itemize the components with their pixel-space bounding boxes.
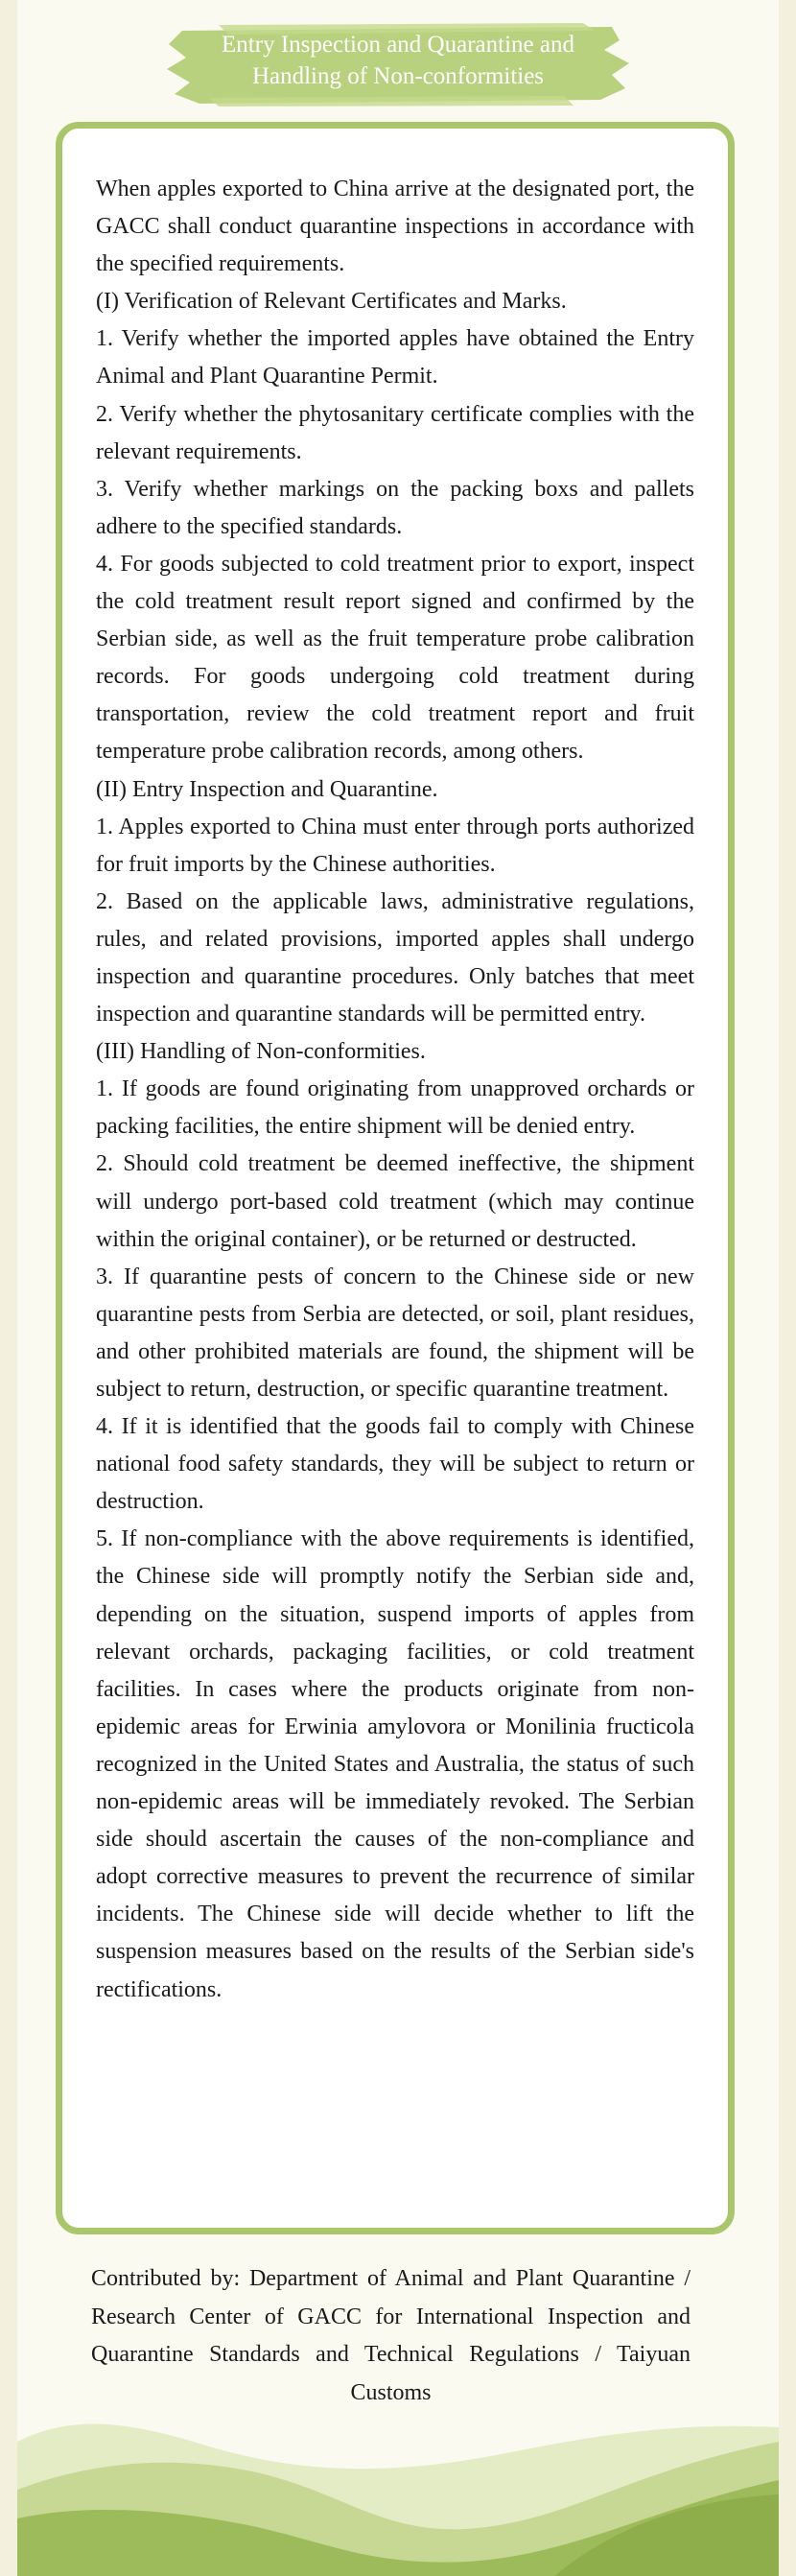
paragraph-intro: When apples exported to China arrive at the designated port, the GACC shall conduct quarantine inspections in accordance with the specified requirements. (96, 177, 694, 277)
paragraph-suspension-measures: 5. If non-compliance with the above requirements is identified, the Chinese side will promptly notify the Serbian side and, depending on the situation, suspend imports of apples from relevant orchards, packaging facilities, or cold treatment facilities. In cases where the products originate from non-epidemic areas for Erwinia amylovora or Monilinia fructicola recognized in the United States and Australia, the status of such non-epidemic areas will be immediately revoked. The Serbian side should ascertain the causes of the non-compliance and adopt corrective measures to prevent the recurrence of similar incidents. The Chinese side will decide whether to lift the suspension measures based on the results of the Serbian side's rectifications. (96, 1526, 694, 2002)
paragraph-food-safety: 4. If it is identified that the goods fail to comply with Chinese national food safety standards, they will be subject to return or destruction. (96, 1414, 694, 1515)
page-title (161, 29, 635, 92)
title-banner (161, 21, 635, 107)
heading-entry-inspection: (II) Entry Inspection and Quarantine. (96, 776, 438, 802)
right-margin-strip (779, 0, 796, 2576)
heading-certificates-marks: (I) Verification of Relevant Certificates and Marks. (96, 289, 567, 315)
left-margin-strip (0, 0, 17, 2576)
decorative-hills (17, 2403, 779, 2576)
paragraph-authorized-ports: 1. Apples exported to China must enter through ports authorized for fruit imports by the Chinese authorities. (96, 814, 694, 877)
paragraph-unapproved-orchards: 1. If goods are found originating from unapproved orchards or packing facilities, the entire shipment will be denied entry. (96, 1076, 694, 1140)
heading-non-conformities: (III) Handling of Non-conformities. (96, 1039, 426, 1065)
paragraph-ineffective-cold-treatment: 2. Should cold treatment be deemed ineffective, the shipment will undergo port-based cold treatment (which may continue within the original container), or be returned or destructed. (96, 1151, 694, 1252)
paragraph-phytosanitary-check: 2. Verify whether the phytosanitary certificate complies with the relevant requirements. (96, 401, 694, 464)
page-title-line-1: Entry Inspection and Quarantine and (222, 32, 574, 58)
paragraph-inspection-procedures: 2. Based on the applicable laws, administrative regulations, rules, and related provisions, imported apples shall undergo inspection and quarantine procedures. Only batches that meet inspection and quarantine standards will be permitted entry. (96, 888, 694, 1028)
paragraph-markings-check: 3. Verify whether markings on the packing boxs and pallets adhere to the specified standards. (96, 476, 694, 539)
page-title-line-2: Handling of Non-conformities (251, 63, 545, 89)
paragraph-quarantine-pests: 3. If quarantine pests of concern to the Chinese side or new quarantine pests from Serbia are detected, or soil, plant residues, and other prohibited materials are found, the shipment will be subject to return, destruction, or specific quarantine treatment. (96, 1264, 694, 1402)
paragraph-permit-check: 1. Verify whether the imported apples have obtained the Entry Animal and Plant Quarantine Permit. (96, 326, 694, 390)
contributor-credit: Contributed by: Department of Animal and Plant Quarantine / Research Center of GACC for International Inspection and Quarantine Standards and Technical Regulations / Taiyuan Customs (91, 2266, 691, 2405)
content-card (56, 122, 735, 2234)
card-body (96, 171, 694, 2009)
paragraph-cold-treatment-check: 4. For goods subjected to cold treatment prior to export, inspect the cold treatment result report signed and confirmed by the Serbian side, as well as the fruit temperature probe calibration records. For goods undergoing cold treatment during transportation, review the cold treatment report and fruit temperature probe calibration records, among others. (96, 551, 694, 765)
